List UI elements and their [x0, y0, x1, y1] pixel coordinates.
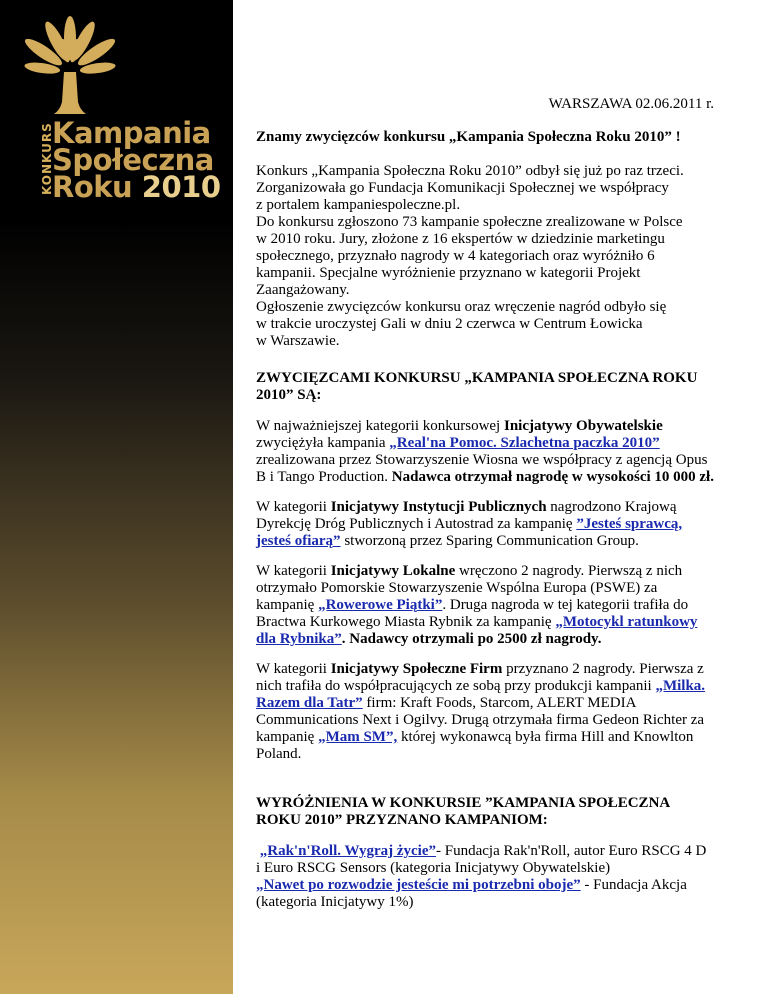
- category-name: Inicjatywy Społeczne Firm: [330, 661, 503, 677]
- award-text: - Fundacja Akcja (kategoria Inicjatywy 1%): [256, 877, 687, 910]
- text-span: zwyciężyła kampania: [256, 435, 390, 451]
- text-span: przyznano 2 nagrody. Pierwsza z nich trafiła do współpracujących ze sobą przy produkcji kampanii: [256, 661, 704, 694]
- logo-line-3: [52, 170, 221, 204]
- intro-line: w 2010 roku. Jury, złożone z 16 ekspertów w dziedzinie marketingu: [256, 231, 665, 247]
- intro-line: z portalem kampaniespoleczne.pl.: [256, 197, 461, 213]
- text-span: W najważniejszej kategorii konkursowej: [256, 418, 504, 434]
- campaign-link-mam-sm[interactable]: „Mam SM”,: [318, 729, 398, 745]
- text-span: nagrodzono Krajową Dyrekcję Dróg Publicznych i Autostrad za kampanię: [256, 499, 677, 532]
- logo-konkurs-label: KONKURS: [40, 122, 54, 196]
- campaign-link-nawet-po-rozwodzie[interactable]: „Nawet po rozwodzie jesteście mi potrzebni oboje”: [256, 877, 581, 893]
- campaign-link-jestes-sprawca[interactable]: ”Jesteś sprawcą, jesteś ofiarą”: [256, 516, 683, 549]
- logo-line-3a: Roku: [52, 170, 142, 204]
- text-span: firm: Kraft Foods, Starcom, ALERT MEDIA Communications Next i Ogilvy. Drugą otrzymała firma Gedeon Richter za kampanię: [256, 695, 705, 745]
- text-span: stworzoną przez Sparing Communication Group.: [340, 533, 639, 549]
- winner-paragraph-public: [256, 499, 714, 550]
- intro-line: w Warszawie.: [256, 333, 340, 349]
- intro-line: Do konkursu zgłoszono 73 kampanie społeczne zrealizowane w Polsce: [256, 214, 683, 230]
- campaign-link-milka[interactable]: „Milka. Razem dla Tatr”: [256, 678, 706, 711]
- intro-line: w trakcie uroczystej Gali w dniu 2 czerwca w Centrum Łowicka: [256, 316, 643, 332]
- campaign-link-rowerowe-piatki[interactable]: „Rowerowe Piątki”: [318, 597, 443, 613]
- intro-line: Ogłoszenie zwycięzców konkursu oraz wręczenie nagród odbyło się: [256, 299, 667, 315]
- intro-line: Konkurs „Kampania Społeczna Roku 2010” odbył się już po raz trzeci.: [256, 163, 684, 179]
- prize-note: Nadawca otrzymał nagrodę w wysokości 10 000 zł.: [391, 469, 714, 485]
- awards-heading: WYRÓŻNIENIA W KONKURSIE ”KAMPANIA SPOŁECZNA ROKU 2010” PRZYZNANO KAMPANIOM:: [256, 795, 670, 828]
- logo-line-2: Społeczna: [52, 143, 214, 177]
- award-item: [256, 877, 714, 911]
- category-name: Inicjatywy Instytucji Publicznych: [330, 499, 547, 515]
- intro-line: Zaangażowany.: [256, 282, 350, 298]
- prize-note: . Nadawcy otrzymali po 2500 zł nagrody.: [341, 631, 602, 647]
- intro-line: Zorganizowała go Fundacja Komunikacji Społecznej we współpracy: [256, 180, 669, 196]
- category-name: Inicjatywy Lokalne: [330, 563, 456, 579]
- logo-year: 2010: [141, 170, 221, 204]
- campaign-link-rak-n-roll[interactable]: „Rak'n'Roll. Wygraj życie”: [259, 843, 436, 859]
- logo-line-1: Kampania: [52, 116, 211, 150]
- document-date: WARSZAWA 02.06.2011 r.: [548, 96, 714, 112]
- tree-logo-icon: [20, 10, 120, 120]
- text-span: W kategorii: [256, 499, 331, 515]
- campaign-link-motocykl[interactable]: „Motocykl ratunkowy dla Rybnika”: [256, 614, 698, 647]
- text-span: wręczono 2 nagrody. Pierwszą z nich otrzymało Pomorskie Stowarzyszenie Wspólna Europa (PSWE) za kampanię: [256, 563, 683, 613]
- category-name: Inicjatywy Obywatelskie: [503, 418, 663, 434]
- text-span: W kategorii: [256, 661, 331, 677]
- award-text: - Fundacja Rak'n'Roll, autor Euro RSCG 4 D i Euro RSCG Sensors (kategoria Inicjatywy Obywatelskie): [256, 843, 707, 876]
- intro-line: kampanii. Specjalne wyróżnienie przyznano w kategorii Projekt: [256, 265, 641, 281]
- winner-paragraph-business: [256, 661, 714, 763]
- text-span: której wykonawcą była firma Hill and Knowlton Poland.: [256, 729, 694, 762]
- document-body: [256, 96, 714, 924]
- document-headline: Znamy zwycięzców konkursu „Kampania Społeczna Roku 2010” !: [256, 129, 681, 145]
- text-span: zrealizowana przez Stowarzyszenie Wiosna we współpracy z agencją Opus B i Tango Production.: [256, 452, 708, 485]
- intro-line: społecznego, przyznało nagrody w 4 kategoriach oraz wyróżniło 6: [256, 248, 655, 264]
- winner-paragraph-civic: [256, 418, 714, 486]
- winner-paragraph-local: [256, 563, 714, 648]
- winners-heading: ZWYCIĘZCAMI KONKURSU „KAMPANIA SPOŁECZNA ROKU 2010” SĄ:: [256, 370, 698, 403]
- campaign-link-real-na-pomoc[interactable]: „Real'na Pomoc. Szlachetna paczka 2010”: [389, 435, 660, 451]
- awards-list: [256, 843, 714, 911]
- text-span: . Druga nagroda w tej kategorii trafiła do Bractwa Kurkowego Miasta Rybnik za kampanię: [256, 597, 689, 630]
- sidebar-gradient: [0, 0, 233, 994]
- intro-paragraph: [256, 163, 714, 350]
- logo-wordmark: [52, 116, 221, 204]
- award-item: [256, 843, 714, 877]
- text-span: W kategorii: [256, 563, 331, 579]
